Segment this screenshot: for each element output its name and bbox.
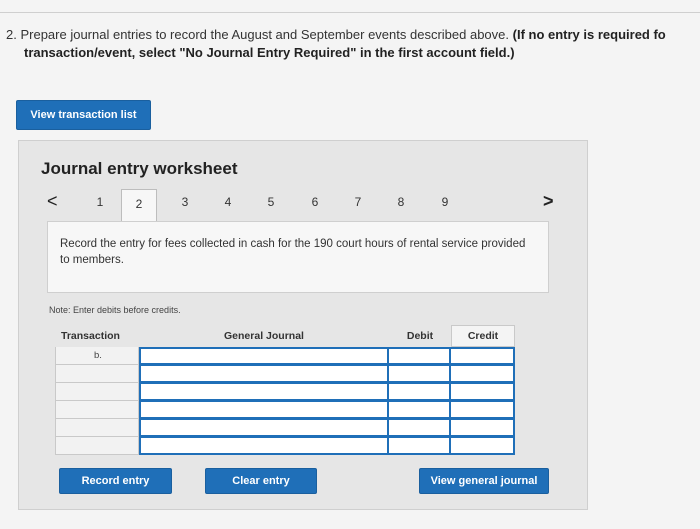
debit-field[interactable] <box>389 437 451 455</box>
view-transaction-list-button[interactable]: View transaction list <box>16 100 151 130</box>
tab-8[interactable]: 8 <box>397 195 405 209</box>
debit-field[interactable] <box>389 365 451 383</box>
account-field[interactable] <box>139 365 389 383</box>
table-row <box>55 401 515 419</box>
prev-tab-icon[interactable]: < <box>47 191 58 211</box>
journal-table-header <box>55 325 515 347</box>
question-instruction: (If no entry is required fo <box>512 27 666 42</box>
transaction-cell <box>55 419 139 437</box>
credit-field[interactable] <box>451 419 515 437</box>
header-credit: Credit <box>451 325 515 347</box>
tab-7[interactable]: 7 <box>354 195 362 209</box>
table-row <box>55 365 515 383</box>
question-body: Prepare journal entries to record the August and September events described above. <box>20 27 509 42</box>
worksheet-title: Journal entry worksheet <box>41 159 238 178</box>
transaction-cell <box>55 437 139 455</box>
record-entry-button[interactable]: Record entry <box>59 468 172 494</box>
debits-note: Note: Enter debits before credits. <box>49 305 181 315</box>
clear-entry-button[interactable]: Clear entry <box>205 468 317 494</box>
account-field[interactable] <box>139 347 389 365</box>
tab-9[interactable]: 9 <box>441 195 449 209</box>
credit-field[interactable] <box>451 347 515 365</box>
journal-entry-worksheet <box>18 140 588 510</box>
credit-field[interactable] <box>451 365 515 383</box>
tab-3[interactable]: 3 <box>181 195 189 209</box>
header-general-journal: General Journal <box>224 330 304 342</box>
tab-2[interactable]: 2 <box>121 189 157 223</box>
debit-field[interactable] <box>389 419 451 437</box>
tab-1[interactable]: 1 <box>96 195 104 209</box>
question-text <box>6 26 700 62</box>
account-field[interactable] <box>139 419 389 437</box>
debit-field[interactable] <box>389 347 451 365</box>
credit-field[interactable] <box>451 437 515 455</box>
next-tab-icon[interactable]: > <box>543 191 554 211</box>
header-debit: Debit <box>406 330 434 342</box>
top-divider <box>0 12 700 13</box>
debit-field[interactable] <box>389 383 451 401</box>
table-row <box>55 383 515 401</box>
worksheet-tabs <box>19 189 589 221</box>
transaction-cell: b. <box>55 347 139 365</box>
question-instruction-line2: transaction/event, select "No Journal Entry Required" in the first account field.) <box>24 45 515 60</box>
header-transaction: Transaction <box>61 330 120 342</box>
question-number: 2. <box>6 27 17 42</box>
table-row <box>55 347 515 365</box>
view-general-journal-button[interactable]: View general journal <box>419 468 549 494</box>
account-field[interactable] <box>139 383 389 401</box>
transaction-cell <box>55 401 139 419</box>
credit-field[interactable] <box>451 383 515 401</box>
table-row <box>55 437 515 455</box>
tab-4[interactable]: 4 <box>224 195 232 209</box>
table-row <box>55 419 515 437</box>
entry-prompt: Record the entry for fees collected in cash for the 190 court hours of rental service provided to members. <box>47 221 549 293</box>
transaction-cell <box>55 383 139 401</box>
transaction-cell <box>55 365 139 383</box>
tab-5[interactable]: 5 <box>267 195 275 209</box>
account-field[interactable] <box>139 437 389 455</box>
tab-6[interactable]: 6 <box>311 195 319 209</box>
account-field[interactable] <box>139 401 389 419</box>
journal-table <box>55 325 515 455</box>
credit-field[interactable] <box>451 401 515 419</box>
debit-field[interactable] <box>389 401 451 419</box>
